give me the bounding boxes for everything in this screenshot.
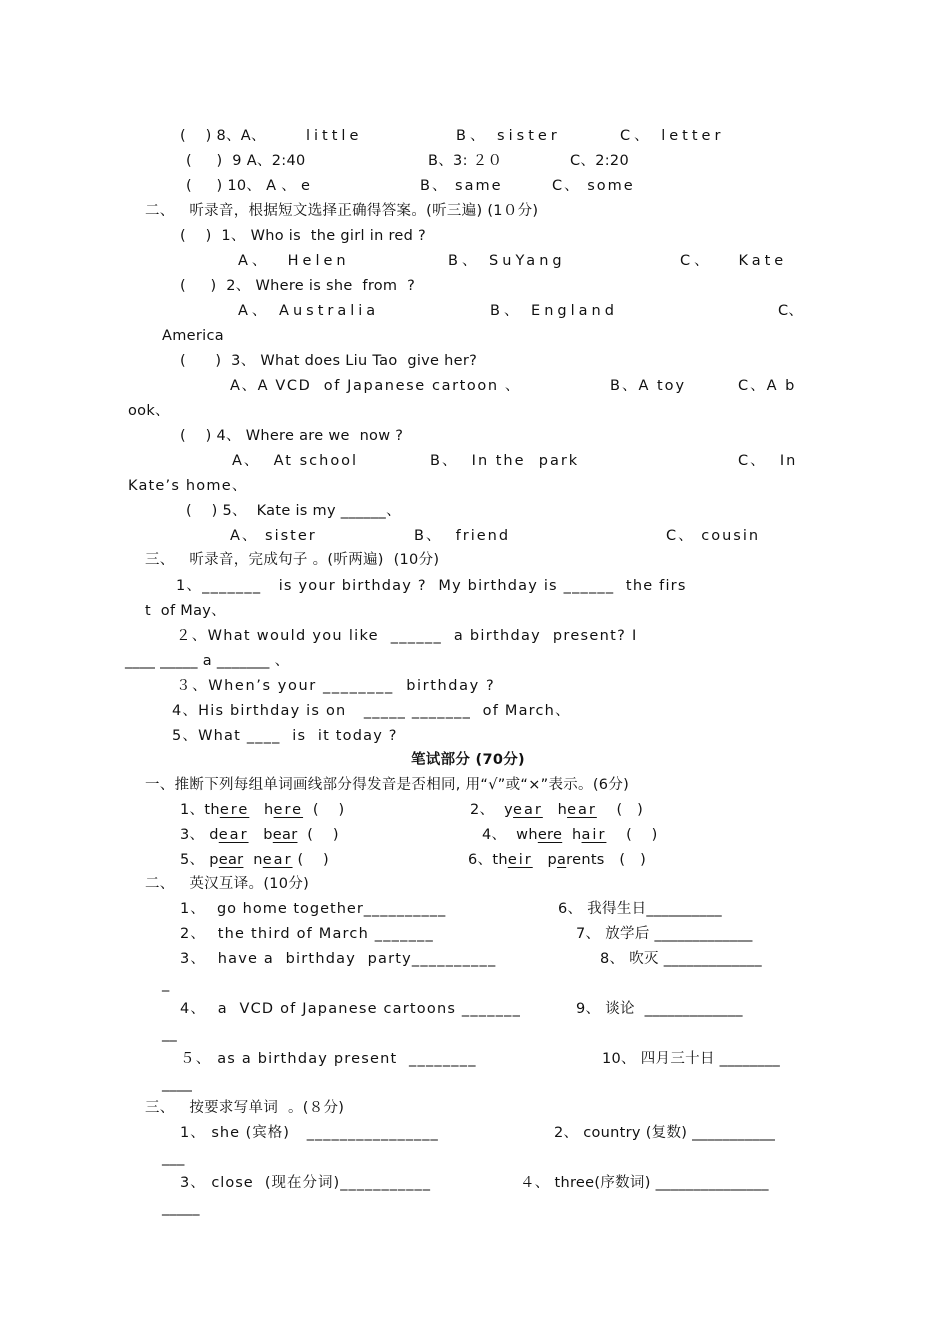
listen-q1-option-c: C、 Kate (680, 253, 788, 269)
listen-q1-option-b: B、 SuYang (448, 253, 566, 269)
listen-q3-option-a: A、A VCD of Japanese cartoon 、 (230, 378, 521, 394)
listen-q4-option-c: C、 In (738, 453, 798, 469)
listen-q1-option-a: A、 Helen (238, 253, 350, 269)
listen-q3-option-c-wrap: ook、 (128, 403, 170, 419)
q9-option-b: B、3: ２０ (428, 153, 503, 169)
q8-option-c: C、 letter (620, 128, 725, 144)
wordform-item-2-wrap: ___ (162, 1150, 185, 1166)
q10-option-c: C、 some (552, 178, 635, 194)
translate-item-4: 4、 a VCD of Japanese cartoons _______ (180, 1001, 522, 1017)
pron-pair-6: 6、their parents ( ) (468, 852, 647, 868)
listen-q3-option-b: B、A toy (610, 378, 687, 394)
listen-q2-stem: ( ) 2、 Where is she from ? (180, 278, 416, 294)
listen-q4-option-c-wrap: Kate’s home、 (128, 478, 248, 494)
pron-pair-1: 1、there here ( ) (180, 802, 345, 818)
sentence-2: ２、What would you like ______ a birthday present? I (176, 628, 638, 644)
listen-q5-option-c: C、 cousin (666, 528, 761, 544)
translate-item-1: 1、 go home together__________ (180, 901, 447, 917)
translate-item-10: 10、 四月三十日 ________ (602, 1051, 781, 1067)
written-section-2-title: 二、 英汉互译。(10分) (145, 876, 310, 892)
listen-q4-stem: ( ) 4、 Where are we now ? (180, 428, 404, 444)
listening-section-3-title: 三、 听录音，完成句子 。(听两遍) (10分) (145, 552, 440, 568)
listen-q4-option-b: B、 In the park (430, 453, 580, 469)
wordform-item-2: 2、 country (复数) ___________ (554, 1125, 776, 1141)
q8-option-a: little (306, 128, 363, 144)
written-section-3-title: 三、 按要求写单词 。(８分) (145, 1100, 345, 1116)
written-section-1-title: 一、推断下列每组单词画线部分得发音是否相同, 用“√”或“×”表示。(6分) (145, 777, 630, 793)
listening-section-2-title: 二、 听录音，根据短文选择正确得答案。(听三遍) (1０分) (145, 203, 539, 219)
listen-q5-stem: ( ) 5、 Kate is my ______、 (186, 503, 401, 519)
q9-stem: ( ) 9 A、2:40 (186, 153, 306, 169)
q8-option-b: B、 sister (456, 128, 561, 144)
wordform-item-4-wrap: _____ (162, 1200, 200, 1216)
listen-q5-option-a: A、 sister (230, 528, 317, 544)
translate-item-8: 8、 吹灭 _____________ (600, 951, 762, 967)
listen-q3-stem: ( ) 3、 What does Liu Tao give her? (180, 353, 478, 369)
listen-q2-option-a: A、 Australia (238, 303, 380, 319)
listen-q2-option-b: B、 England (490, 303, 618, 319)
q8-stem: ( ) 8、A、 (180, 128, 266, 144)
translate-item-9: 9、 谈论 _____________ (576, 1001, 743, 1017)
translate-item-5-wrap: ____ (162, 1076, 193, 1092)
pron-pair-4: 4、 where hair ( ) (482, 827, 658, 843)
translate-item-5: ５、 as a birthday present ________ (180, 1051, 477, 1067)
q10-option-b: B、 same (420, 178, 503, 194)
sentence-3: ３、When’s your ________ birthday ? (176, 678, 496, 694)
wordform-item-3: 3、 close (现在分词)___________ (180, 1175, 431, 1191)
listen-q4-option-a: A、 At school (232, 453, 359, 469)
pron-pair-5: 5、 pear near ( ) (180, 852, 330, 868)
translate-item-7: 7、 放学后 _____________ (576, 926, 753, 942)
q9-option-c: C、2:20 (570, 153, 629, 169)
sentence-2-wrap: ____ _____ a _______ 、 (125, 653, 290, 669)
listen-q2-option-c: C、 (778, 303, 804, 319)
translate-item-6: 6、 我得生日__________ (558, 901, 722, 917)
sentence-1: 1、_______ is your birthday ? My birthday is ______ the firs (176, 578, 687, 594)
wordform-item-1: 1、 she (宾格) ________________ (180, 1125, 439, 1141)
translate-item-4-wrap: __ (162, 1026, 178, 1042)
written-part-title: 笔试部分 (70分) (411, 752, 525, 768)
listen-q3-option-c: C、A b (738, 378, 797, 394)
translate-item-3: 3、 have a birthday party__________ (180, 951, 497, 967)
listen-q2-option-c-wrap: America (162, 328, 224, 344)
sentence-1-wrap: t of May、 (145, 603, 226, 619)
sentence-4: 4、His birthday is on _____ _______ of March、 (172, 703, 571, 719)
translate-item-2: 2、 the third of March _______ (180, 926, 434, 942)
pron-pair-2: 2、 year hear ( ) (470, 802, 644, 818)
sentence-5: 5、What ____ is it today ? (172, 728, 398, 744)
listen-q5-option-b: B、 friend (414, 528, 511, 544)
translate-item-3-wrap: _ (162, 976, 170, 992)
wordform-item-4: ４、 three(序数词) _______________ (520, 1175, 769, 1191)
listen-q1-stem: ( ) 1、 Who is the girl in red ? (180, 228, 427, 244)
q10-stem: ( ) 10、 A 、 e (186, 178, 311, 194)
pron-pair-3: 3、 dear bear ( ) (180, 827, 339, 843)
